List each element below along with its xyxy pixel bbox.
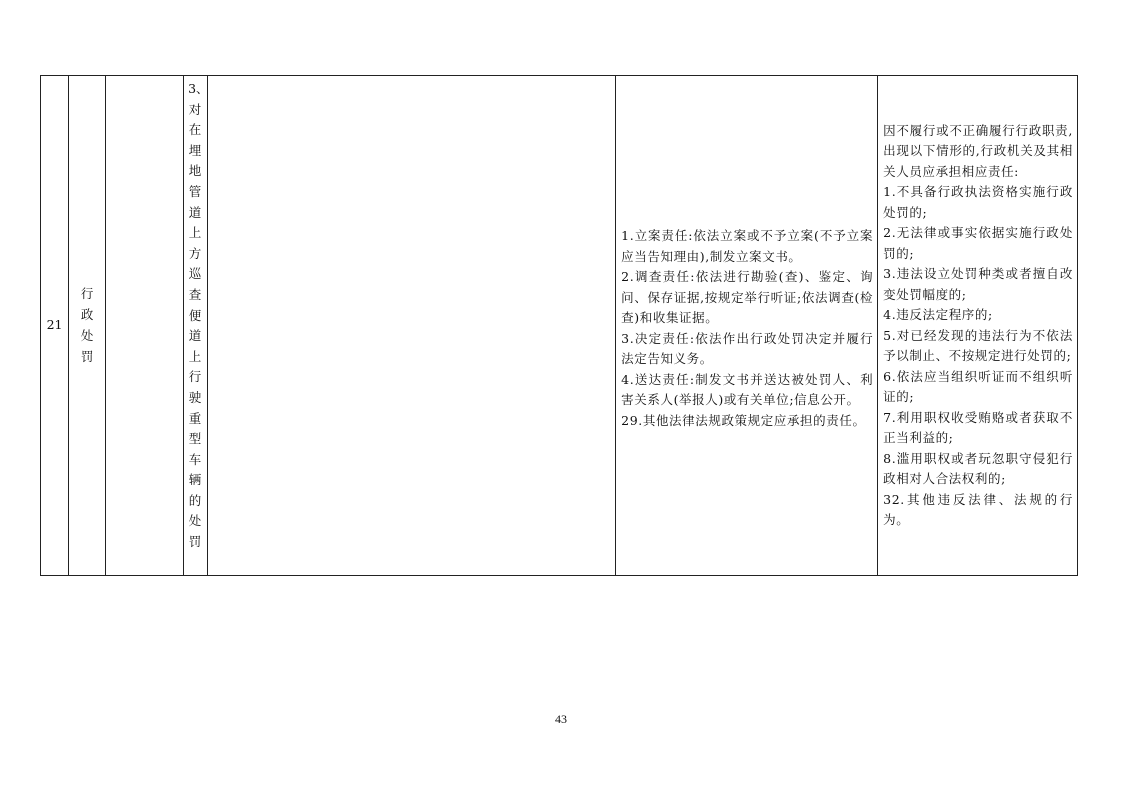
liability-item: 3.违法设立处罚种类或者擅自改变处罚幅度的; (883, 266, 1073, 302)
responsibility-table (40, 75, 1078, 576)
liability-item: 1.不具备行政执法资格实施行政处罚的; (883, 184, 1073, 220)
liabilities-cell (878, 76, 1078, 576)
liability-item: 2.无法律或事实依据实施行政处罚的; (883, 225, 1073, 261)
duty-item: 4.送达责任:制发文书并送达被处罚人、利害关系人(举报人)或有关单位;信息公开。 (621, 371, 874, 407)
duty-list (616, 220, 877, 431)
liability-intro: 因不履行或不正确履行行政职责,出现以下情形的,行政机关及其相关人员应承担相应责任: (883, 122, 1073, 179)
liability-item: 5.对已经发现的违法行为不依法予以制止、不按规定进行处罚的; (883, 327, 1073, 363)
duty-item: 2.调查责任:依法进行勘验(查)、鉴定、询问、保存证据,按规定举行听证;依法调查(检查)和收集证据。 (621, 269, 874, 325)
liability-item: 6.依法应当组织听证而不组织听证的; (883, 368, 1073, 404)
duties-cell (616, 76, 878, 576)
row-number-cell (41, 76, 69, 576)
category-text: 行政处罚 (80, 286, 94, 365)
empty-cell (106, 76, 183, 576)
liability-item: 7.利用职权收受贿赂或者获取不正当利益的; (883, 409, 1073, 445)
duty-item: 1.立案责任:依法立案或不予立案(不予立案应当告知理由),制发立案文书。 (621, 228, 874, 264)
duty-item: 29.其他法律法规政策规定应承担的责任。 (621, 412, 866, 428)
empty-cell (207, 76, 616, 576)
liability-item: 32.其他违反法律、法规的行为。 (883, 491, 1073, 527)
duty-item: 3.决定责任:依法作出行政处罚决定并履行法定告知义务。 (621, 330, 874, 366)
table-row (41, 76, 1078, 576)
category-cell (69, 76, 106, 576)
item-cell (183, 76, 207, 576)
row-number: 21 (46, 317, 63, 333)
item-text: 3、对在埋地管道上方巡查便道上行驶重型车辆的处罚 (188, 81, 209, 550)
page-number: 43 (555, 712, 567, 726)
liability-list (878, 121, 1077, 531)
liability-item: 8.滥用职权或者玩忽职守侵犯行政相对人合法权利的; (883, 450, 1073, 486)
liability-item: 4.违反法定程序的; (883, 307, 993, 322)
